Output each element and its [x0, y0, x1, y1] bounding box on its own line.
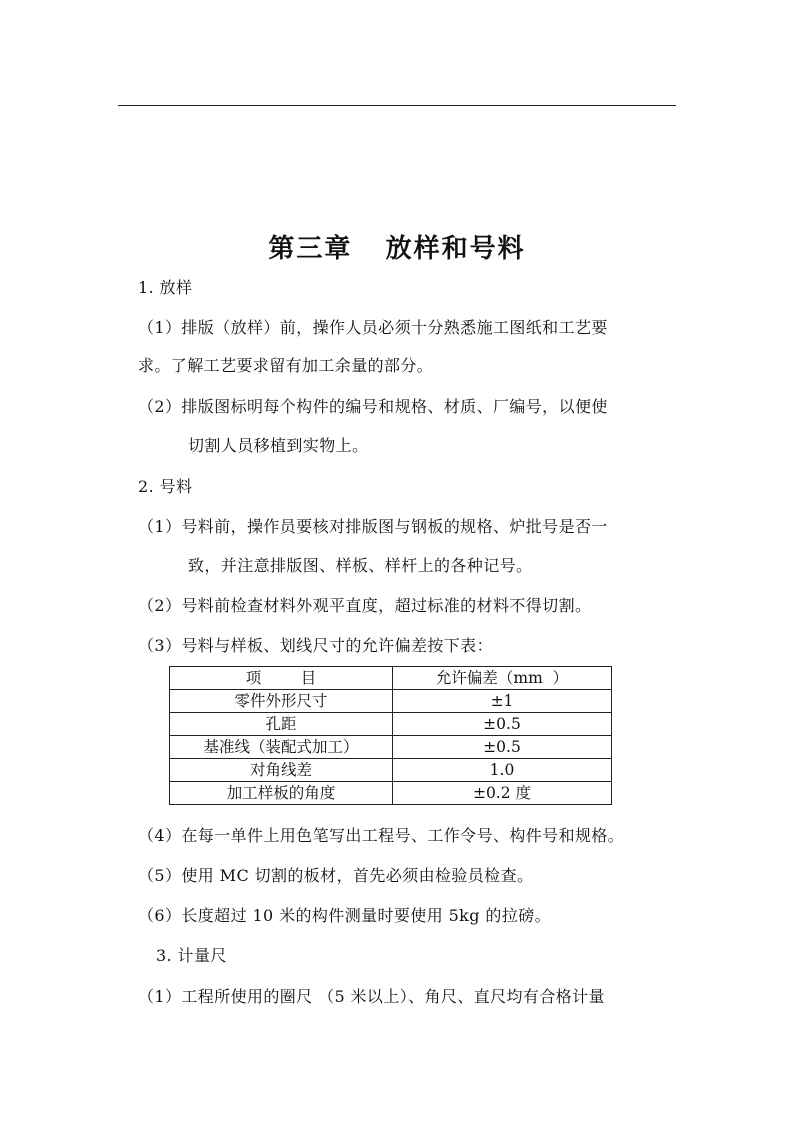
paragraph-line: 切割人员移植到实物上。 [188, 436, 369, 455]
paragraph-line: （5）使用 MC 切割的板材，首先必须由检验员检查。 [138, 866, 534, 885]
section-1-heading: 1. 放样 [138, 278, 193, 297]
paragraph-line: （2）号料前检查材料外观平直度，超过标准的材料不得切割。 [138, 596, 592, 615]
header-rule [118, 105, 676, 106]
table-cell-item: 对角线差 [170, 759, 393, 782]
table-row [170, 782, 612, 805]
section-3-heading: 3. 计量尺 [156, 946, 227, 965]
chapter-title: 第三章 放样和号料 [268, 234, 526, 264]
table-header-row [170, 667, 612, 690]
paragraph-line: （4）在每一单件上用色笔写出工程号、工作令号、构件号和规格。 [138, 826, 625, 845]
paragraph-line: 致，并注意排版图、样板、样杆上的各种记号。 [188, 556, 533, 575]
section-2-heading: 2. 号料 [138, 477, 193, 496]
table-cell-item: 基准线（装配式加工） [170, 736, 393, 759]
paragraph-line: （3）号料与样板、划线尺寸的允许偏差按下表： [138, 636, 493, 655]
table-cell-item: 孔距 [170, 713, 393, 736]
tolerance-table [169, 666, 612, 805]
paragraph-line: 求。了解工艺要求留有加工余量的部分。 [138, 356, 434, 375]
table-row [170, 736, 612, 759]
table-cell-tolerance: ±1 [393, 690, 612, 713]
table-header-tolerance: 允许偏差（mm ） [393, 667, 612, 690]
paragraph-line: （1）排版（放样）前，操作人员必须十分熟悉施工图纸和工艺要 [138, 318, 608, 337]
paragraph-line: （6）长度超过 10 米的构件测量时要使用 5kg 的拉磅。 [138, 906, 552, 925]
table-row [170, 690, 612, 713]
table-header-item: 项 目 [170, 667, 393, 690]
paragraph-line: （2）排版图标明每个构件的编号和规格、材质、厂编号，以便使 [138, 397, 608, 416]
table-row [170, 759, 612, 782]
paragraph-line: （1）号料前，操作员要核对排版图与钢板的规格、炉批号是否一 [138, 517, 608, 536]
table-cell-item: 零件外形尺寸 [170, 690, 393, 713]
table-cell-tolerance: 1.0 [393, 759, 612, 782]
table-row [170, 713, 612, 736]
table-cell-tolerance: ±0.5 [393, 713, 612, 736]
paragraph-line: （1）工程所使用的圈尺 （5 米以上）、角尺、直尺均有合格计量 [138, 987, 605, 1006]
table-cell-item: 加工样板的角度 [170, 782, 393, 805]
table-cell-tolerance: ±0.5 [393, 736, 612, 759]
table-cell-tolerance: ±0.2 度 [393, 782, 612, 805]
